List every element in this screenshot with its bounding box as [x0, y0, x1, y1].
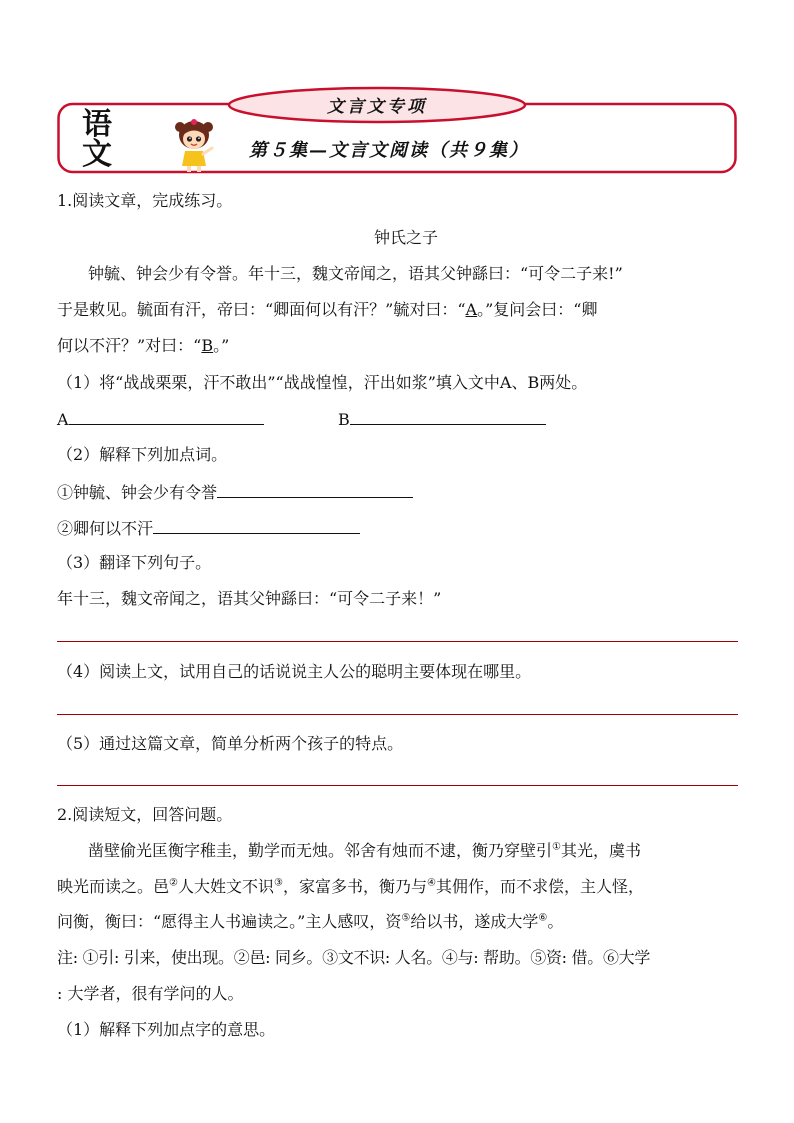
lesson-subtitle: 第５集—文言文阅读（共９集） [249, 140, 529, 161]
note-ref: ② [169, 877, 178, 889]
subject-char-2: 文 [82, 137, 112, 172]
q2-text: 其光，虞书 [560, 841, 641, 860]
q2-text: 映光而读之。邑 [57, 877, 170, 896]
translate-sentence: 年十三，魏文帝闻之，语其父钟繇曰：“可令二子来！” [57, 589, 442, 608]
item-2-text: ②卿何以不汗 [57, 519, 154, 538]
q2-text: 给以书，遂成大学 [410, 912, 539, 931]
answer-a-blank[interactable] [69, 408, 264, 425]
item-1-text: ①钟毓、钟会少有令誉 [57, 483, 218, 502]
pill-title: 文言文专项 [327, 97, 427, 117]
q1-sub5: （5）通过这篇文章，简单分析两个孩子的特点。 [57, 734, 404, 753]
answer-a-row [57, 408, 264, 431]
mark-b: B [201, 336, 214, 355]
subject-char-1: 语 [82, 107, 112, 142]
q2-text: 问衡，衡曰：“愿得主人书遍读之。”主人感叹，资 [57, 912, 402, 931]
note-ref: ⑤ [401, 912, 411, 924]
passage-line-2-text: 于是敕见。毓面有汗，帝曰：“卿面何以有汗？”毓对曰：“ [57, 300, 466, 319]
item-2-row [57, 517, 360, 540]
passage-line-3-text: 何以不汗？”对曰：“ [57, 336, 202, 355]
passage-line-2-tail: 。”复问会曰：“卿 [477, 300, 598, 319]
q2-sub1: （1）解释下列加点字的意思。 [57, 1020, 276, 1039]
q2-text: 。 [547, 912, 564, 931]
q1-intro: 1.阅读文章，完成练习。 [57, 191, 233, 210]
passage-line-1: 钟毓、钟会少有令誉。年十三，魏文帝闻之，语其父钟繇曰：“可令二子来!” [88, 264, 623, 283]
passage-line-2 [57, 299, 597, 321]
q2-notes-line-2: : 大学者，很有学问的人。 [57, 984, 244, 1003]
passage-line-3-tail: 。” [213, 336, 230, 355]
q1-sub4: （4）阅读上文，试用自己的话说说主人公的聪明主要体现在哪里。 [57, 662, 532, 681]
note-ref: ④ [426, 877, 436, 889]
q2-text: 人大姓文不识 [177, 877, 274, 896]
header-banner [57, 86, 738, 176]
answer-line-3[interactable] [57, 641, 738, 642]
q2-passage-line-2 [57, 876, 644, 898]
q2-text: 凿壁偷光匡衡字稚圭，勤学而无烛。邻舍有烛而不逮，衡乃穿壁引 [88, 841, 553, 860]
q2-passage-line-1 [88, 840, 641, 862]
q2-text: ，家富多书，衡乃与 [282, 877, 427, 896]
passage-title: 钟氏之子 [374, 228, 439, 247]
note-ref: ① [552, 841, 561, 853]
answer-b-blank[interactable] [350, 408, 546, 425]
answer-line-5[interactable] [57, 785, 738, 786]
mark-a: A [465, 300, 478, 319]
q1-sub2: （2）解释下列加点词。 [57, 445, 228, 464]
item-1-row [57, 481, 413, 504]
q2-notes-line-1: 注: ①引: 引来，使出现。②邑: 同乡。③文不识: 人名。④与: 帮助。⑤资: 借。⑥大学 [57, 948, 651, 967]
girl-mascot-icon [170, 118, 218, 174]
q2-intro: 2.阅读短文，回答问题。 [57, 805, 233, 824]
q2-passage-line-3 [57, 911, 563, 933]
q1-sub1: （1）将“战战栗栗，汗不敢出”“战战惶惶，汗出如浆”填入文中A、B两处。 [57, 373, 588, 392]
answer-b-row [338, 408, 546, 431]
note-ref: ⑥ [538, 912, 548, 924]
answer-a-label: A [57, 410, 69, 429]
passage-line-3 [57, 335, 229, 357]
answer-line-4[interactable] [57, 714, 738, 715]
answer-b-label: B [338, 410, 350, 429]
item-1-blank[interactable] [217, 481, 413, 498]
q2-text: 其佣作，而不求偿，主人怪， [435, 877, 644, 896]
item-2-blank[interactable] [153, 517, 360, 534]
subject-label [82, 107, 116, 172]
note-ref: ③ [274, 877, 283, 889]
q1-sub3: （3）翻译下列句子。 [57, 553, 212, 572]
